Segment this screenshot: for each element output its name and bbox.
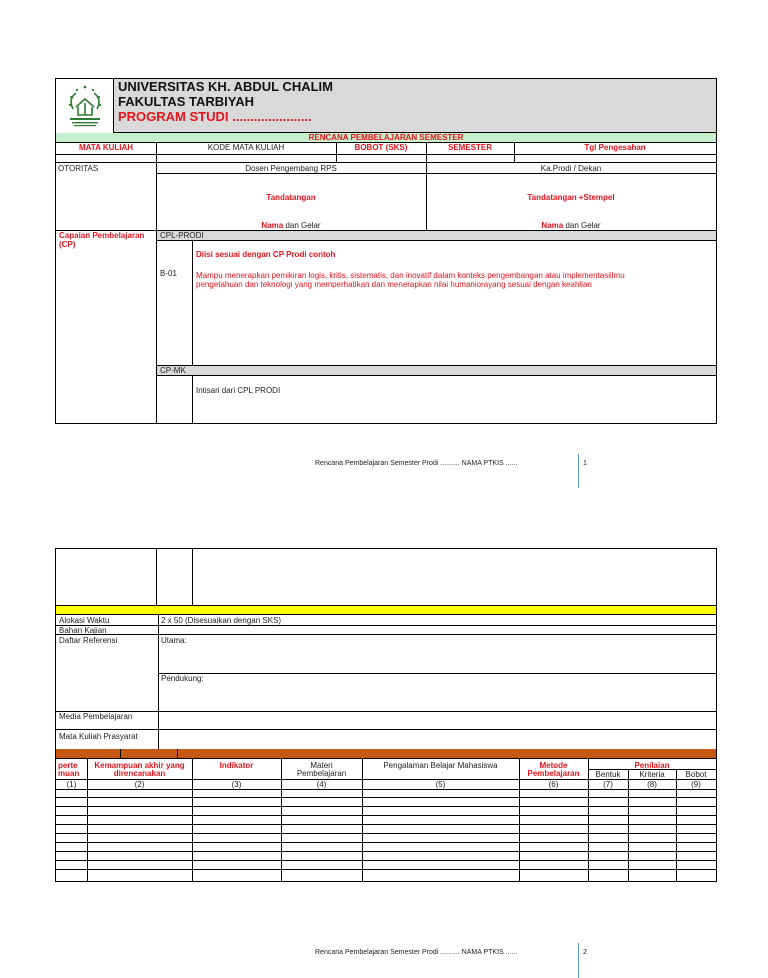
program-name: PROGRAM STUDI ...................... xyxy=(118,109,312,124)
vline-514 xyxy=(514,142,515,162)
cpl-prodi-label: CPL-PRODI xyxy=(160,231,204,240)
p2-vline-192 xyxy=(192,548,193,605)
footer-divider-2 xyxy=(578,943,579,978)
cp-mk-label: CP-MK xyxy=(160,366,186,375)
table-row xyxy=(56,824,716,825)
hdr-indikator: Indikator xyxy=(219,761,254,770)
vline-192-a xyxy=(192,240,193,365)
tandatangan-left: Tandatangan xyxy=(266,193,316,202)
row-line-f xyxy=(156,240,716,241)
media-label: Media Pembelajaran xyxy=(59,712,133,721)
nama-gelar-right xyxy=(426,221,716,230)
colnum-1: (1) xyxy=(66,780,77,789)
yellow-bar xyxy=(56,605,716,615)
row-line-h xyxy=(156,375,716,376)
referensi-label: Daftar Referensi xyxy=(59,636,118,645)
colnum-5: (5) xyxy=(435,780,446,789)
university-logo xyxy=(62,81,108,131)
vline-426-a xyxy=(426,142,427,162)
table-row xyxy=(56,842,716,843)
footer-text-2: Rencana Pembelajaran Semester Prodi .......... NAMA PTKIS ...... xyxy=(315,949,518,956)
col-mata-kuliah: MATA KULIAH xyxy=(78,143,134,152)
hdr-kriteria: Kriteria xyxy=(639,770,665,779)
colnum-7: (7) xyxy=(603,780,613,789)
bahan-label: Bahan Kajian xyxy=(59,626,107,635)
row-line-b xyxy=(56,154,716,155)
intisari-text: Intisari dari CPL PRODI xyxy=(196,386,281,395)
hdr-materi-1: Materi xyxy=(310,761,333,770)
hdr-perte: perte xyxy=(58,761,78,770)
colnum-8: (8) xyxy=(647,780,657,789)
col-tgl: Tgl Pengesahan xyxy=(584,143,646,152)
hdr-pengalaman: Pengalaman Belajar Mahasiswa xyxy=(383,761,498,770)
title-rps: RENCANA PEMBELAJARAN SEMESTER xyxy=(308,133,464,142)
p2-row-1 xyxy=(56,625,716,626)
row-line-c xyxy=(56,162,716,163)
tcol-362 xyxy=(362,759,363,881)
vline-192-b xyxy=(192,375,193,424)
capaian-label: Capaian Pembelajaran (CP) xyxy=(59,231,145,249)
hdr-penilaian: Penilaian xyxy=(634,761,670,770)
hdr-materi-2: Pembelajaran xyxy=(296,769,347,778)
otoritas-label: OTORITAS xyxy=(58,164,99,173)
brown-bar xyxy=(56,749,716,759)
colnum-6: (6) xyxy=(548,780,559,789)
colnum-3: (3) xyxy=(231,780,242,789)
tcol-676 xyxy=(676,769,677,881)
nama-label-right: Nama xyxy=(541,221,564,230)
colnum-9: (9) xyxy=(691,780,701,789)
p2-vline-156 xyxy=(156,548,157,605)
cp-desc-line2: pengetahuan dan teknologi yang memperhatikan dan menerapkan nilai humaniorayang sesuai dengan keahlian xyxy=(196,280,592,289)
cpl-prodi-bar xyxy=(157,231,716,240)
cp-mk-bar xyxy=(157,366,716,375)
hdr-kemampuan-2: direncanakan xyxy=(113,769,166,778)
table-row xyxy=(56,789,716,790)
brown-v2 xyxy=(177,749,178,759)
tcol-281 xyxy=(281,759,282,881)
nama-gelar-left xyxy=(156,221,426,230)
cp-code: B-01 xyxy=(160,269,177,278)
page2-top-frame xyxy=(55,548,717,882)
row-line-d xyxy=(156,173,716,174)
faculty-name: FAKULTAS TARBIYAH xyxy=(118,94,255,109)
cp-note: Diisi sesuai dengan CP Prodi contoh xyxy=(196,250,336,259)
university-name: UNIVERSITAS KH. ABDUL CHALIM xyxy=(118,79,333,94)
p2-row-4 xyxy=(56,711,716,712)
tcol-628 xyxy=(628,769,629,881)
hdr-kemampuan-1: Kemampuan akhir yang xyxy=(94,761,185,770)
table-row xyxy=(56,797,716,798)
hdr-metode-1: Metode xyxy=(539,761,568,770)
cp-desc-line1: Mampu menerapkan pemikiran logis, kritis, sistematis, dan inovatif dalam konteks pengembangan atau implementasiilmu xyxy=(196,271,625,280)
table-row xyxy=(56,860,716,861)
kaprodi-dekan: Ka.Prodi / Dekan xyxy=(540,164,602,173)
table-row xyxy=(56,806,716,807)
colnum-2: (2) xyxy=(134,780,145,789)
tandatangan-right: Tandatangan +Stempel xyxy=(527,193,615,202)
vline-336 xyxy=(336,142,337,162)
utama-label: Utama: xyxy=(161,636,187,645)
p2-row-2 xyxy=(56,634,716,635)
hdr-bobot: Bobot xyxy=(685,770,707,779)
pendukung-label: Pendukung: xyxy=(161,674,204,683)
alokasi-value: 2 x 50 (Disesuaikan dengan SKS) xyxy=(161,616,282,625)
p2-row-5 xyxy=(56,729,716,730)
table-row xyxy=(56,869,716,870)
hdr-muan: muan xyxy=(58,769,80,778)
alokasi-label: Alokasi Waktu xyxy=(59,616,110,625)
table-row xyxy=(56,833,716,834)
col-semester: SEMESTER xyxy=(447,143,492,152)
col-bobot: BOBOT (SKS) xyxy=(354,143,408,152)
col-kode: KODE MATA KULIAH xyxy=(207,143,285,152)
hdr-metode-2: Pembelajaran xyxy=(527,769,580,778)
table-row xyxy=(56,851,716,852)
page-number-2: 2 xyxy=(583,949,587,956)
nama-label-left: Nama xyxy=(261,221,284,230)
tcol-192 xyxy=(192,759,193,881)
dosen-pengembang: Dosen Pengembang RPS xyxy=(245,164,337,173)
page-number-1: 1 xyxy=(583,460,587,467)
vline-156-a xyxy=(156,142,157,162)
prasyarat-label: Mata Kuliah Prasyarat xyxy=(59,732,138,741)
p2-row-3 xyxy=(158,673,716,674)
gelar-label-right: dan Gelar xyxy=(563,221,601,230)
tcol-588 xyxy=(588,759,589,881)
table-row xyxy=(56,815,716,816)
tcol-519 xyxy=(519,759,520,881)
brown-v1 xyxy=(120,749,121,759)
footer-text-1: Rencana Pembelajaran Semester Prodi .......... NAMA PTKIS ...... xyxy=(315,460,518,467)
hdr-bentuk: Bentuk xyxy=(595,770,621,779)
footer-divider-1 xyxy=(578,454,579,488)
gelar-label-left: dan Gelar xyxy=(283,221,321,230)
colnum-4: (4) xyxy=(316,780,327,789)
tcol-87 xyxy=(87,759,88,881)
